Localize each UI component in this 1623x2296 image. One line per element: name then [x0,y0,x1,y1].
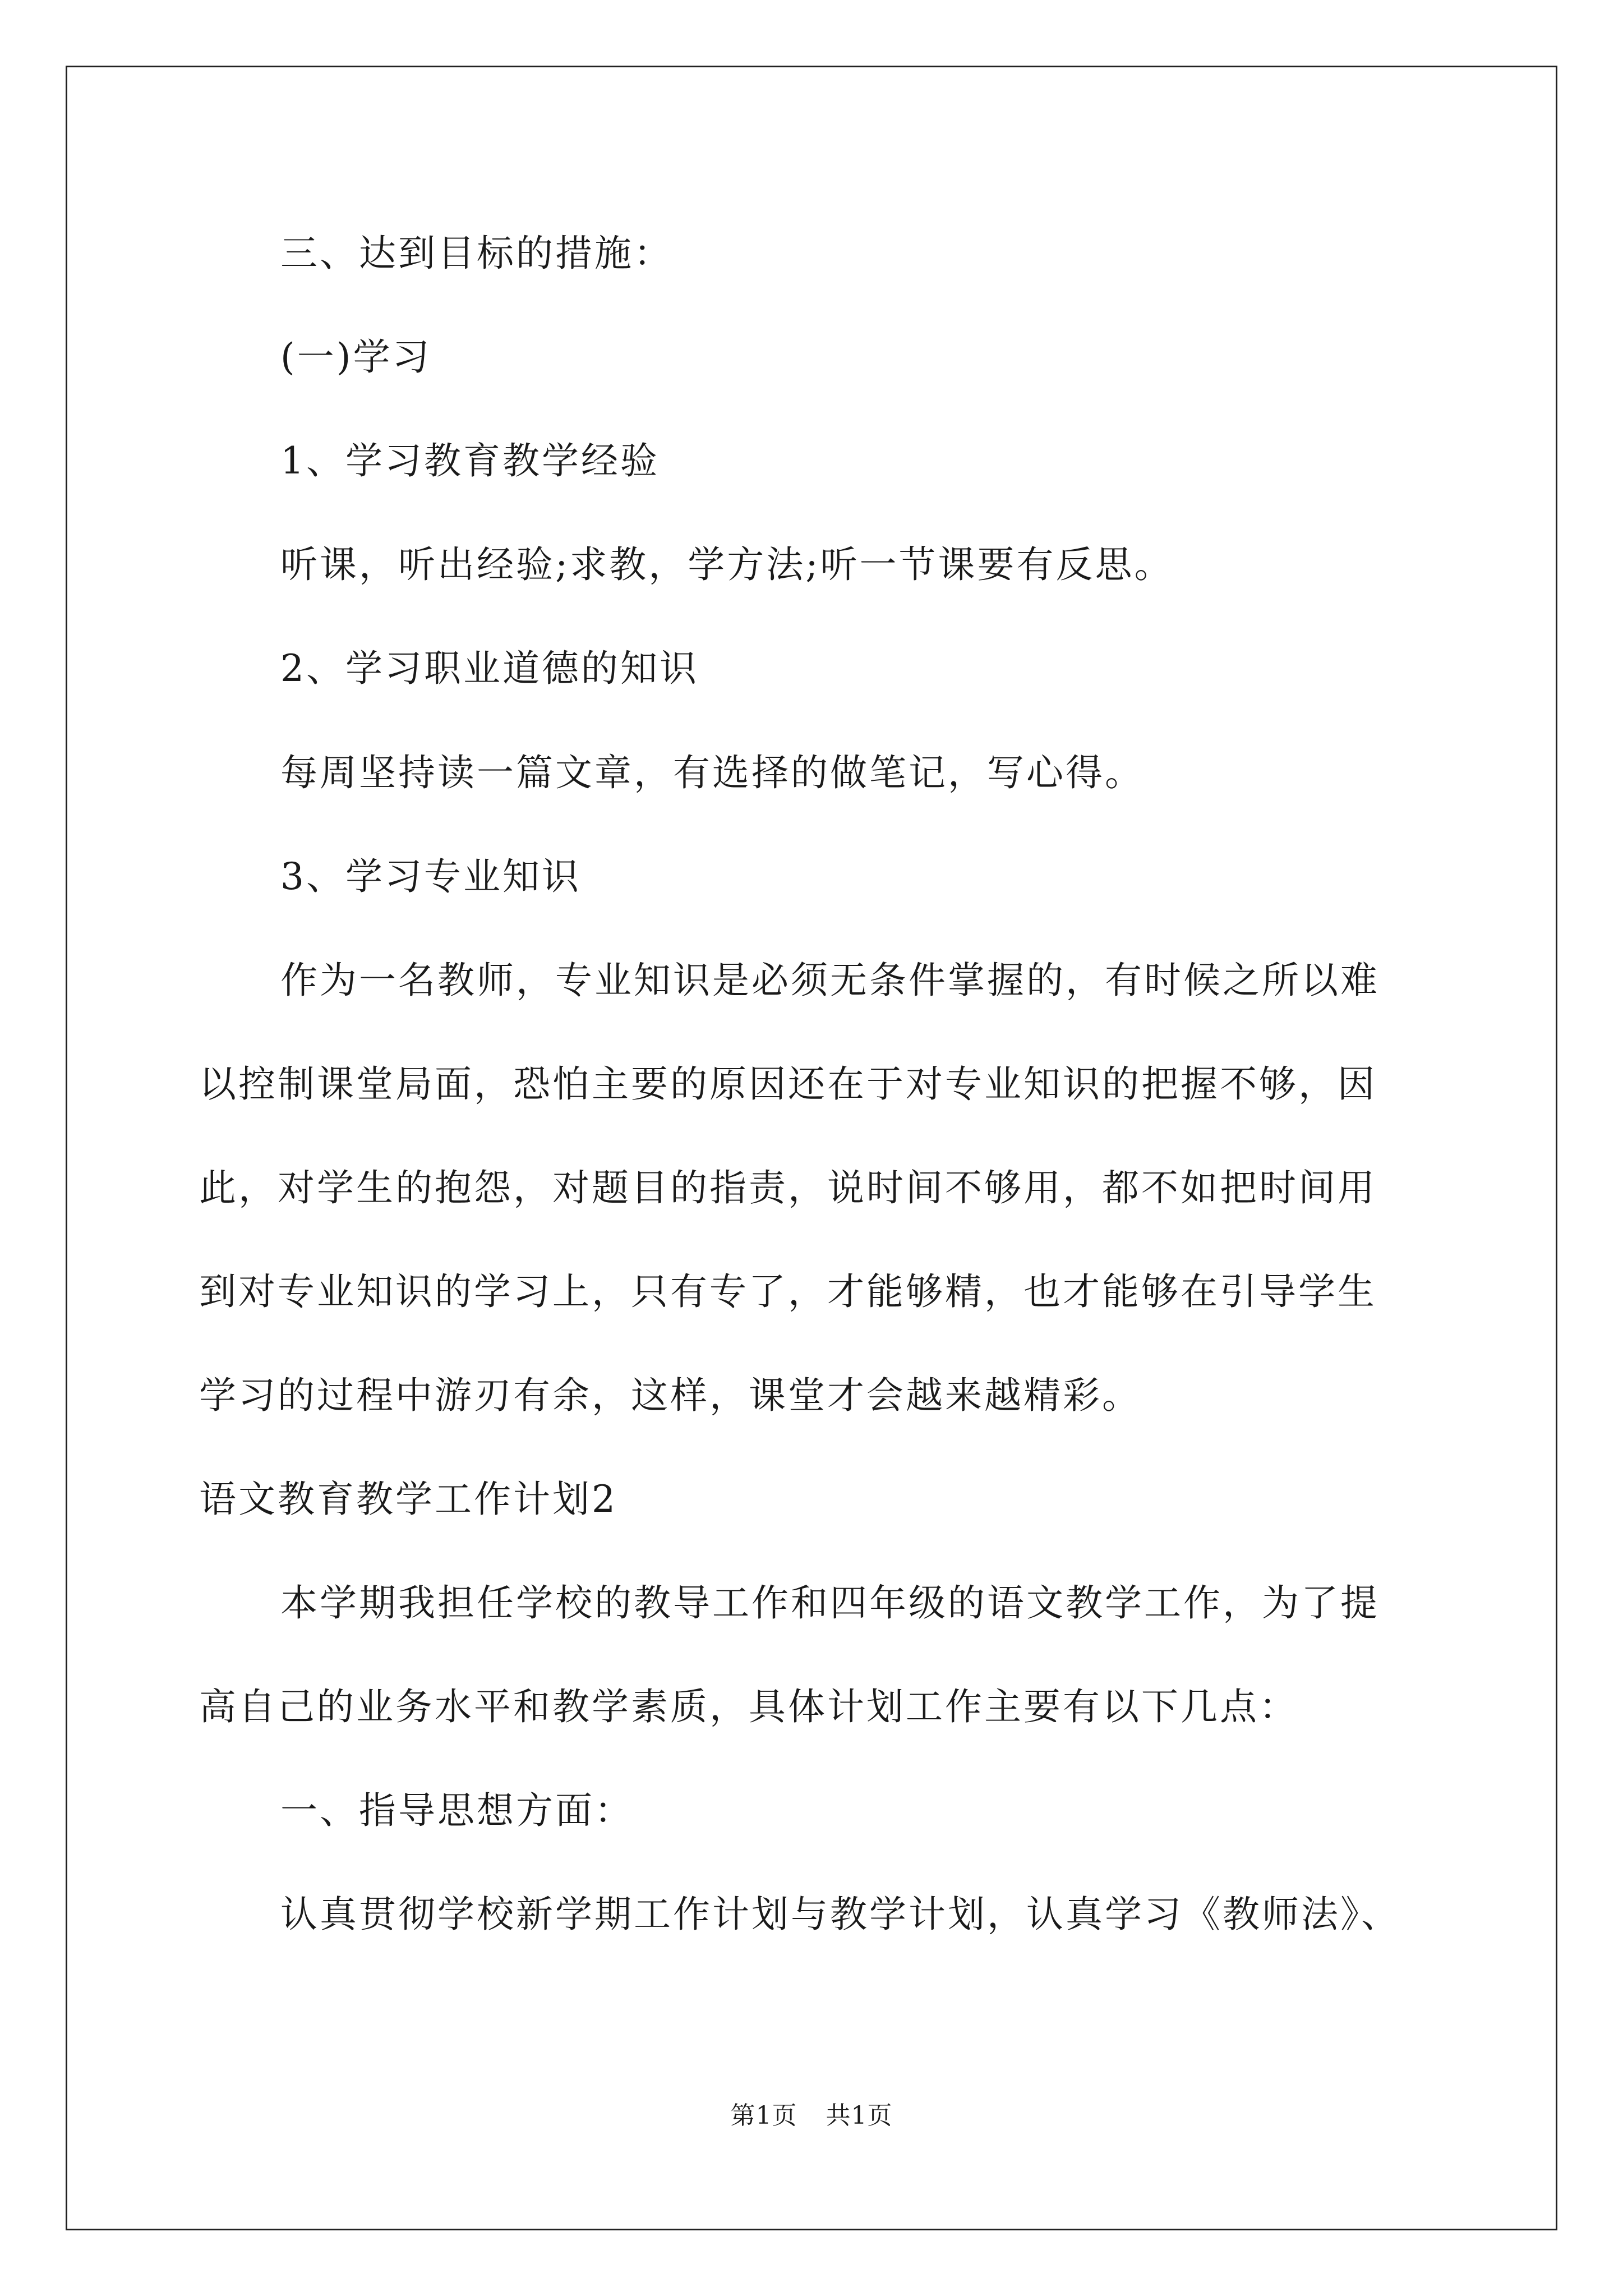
paragraph-line: 学习的过程中游刃有余，这样，课堂才会越来越精彩。 [199,1374,1141,1417]
paragraph-line: 作为一名教师，专业知识是必须无条件掌握的，有时候之所以难 [280,959,1380,1002]
paragraph-line: 高自己的业务水平和教学素质，具体计划工作主要有以下几点： [199,1685,1298,1728]
paragraph-line: 1、学习教育教学经验 [280,439,660,482]
section-heading: 语文教育教学工作计划2 [199,1478,617,1521]
paragraph-line: 到对专业知识的学习上，只有专了，才能够精，也才能够在引导学生 [199,1270,1377,1313]
paragraph-line: 听课，听出经验;求教，学方法;听一节课要有反思。 [280,543,1174,586]
paragraph-line: 3、学习专业知识 [280,855,581,898]
paragraph-line: 本学期我担任学校的教导工作和四年级的语文教学工作，为了提 [280,1581,1380,1625]
paragraph-line: 此，对学生的抱怨，对题目的指责，说时间不够用，都不如把时间用 [199,1166,1377,1209]
paragraph-line: 一、指导思想方面： [280,1789,634,1832]
paragraph-line: (一)学习 [280,335,432,379]
page-total: 共1页 [826,2101,893,2130]
paragraph-line: 认真贯彻学校新学期工作计划与教学计划，认真学习《教师法》、 [280,1893,1400,1936]
paragraph-line: 三、达到目标的措施： [280,232,673,275]
paragraph-line: 以控制课堂局面，恐怕主要的原因还在于对专业知识的把握不够，因 [199,1062,1377,1106]
paragraph-line: 每周坚持读一篇文章，有选择的做笔记，写心得。 [280,751,1144,794]
paragraph-line: 2、学习职业道德的知识 [280,647,699,690]
page-number: 第1页 [730,2101,797,2130]
page-footer [0,2099,1623,2133]
